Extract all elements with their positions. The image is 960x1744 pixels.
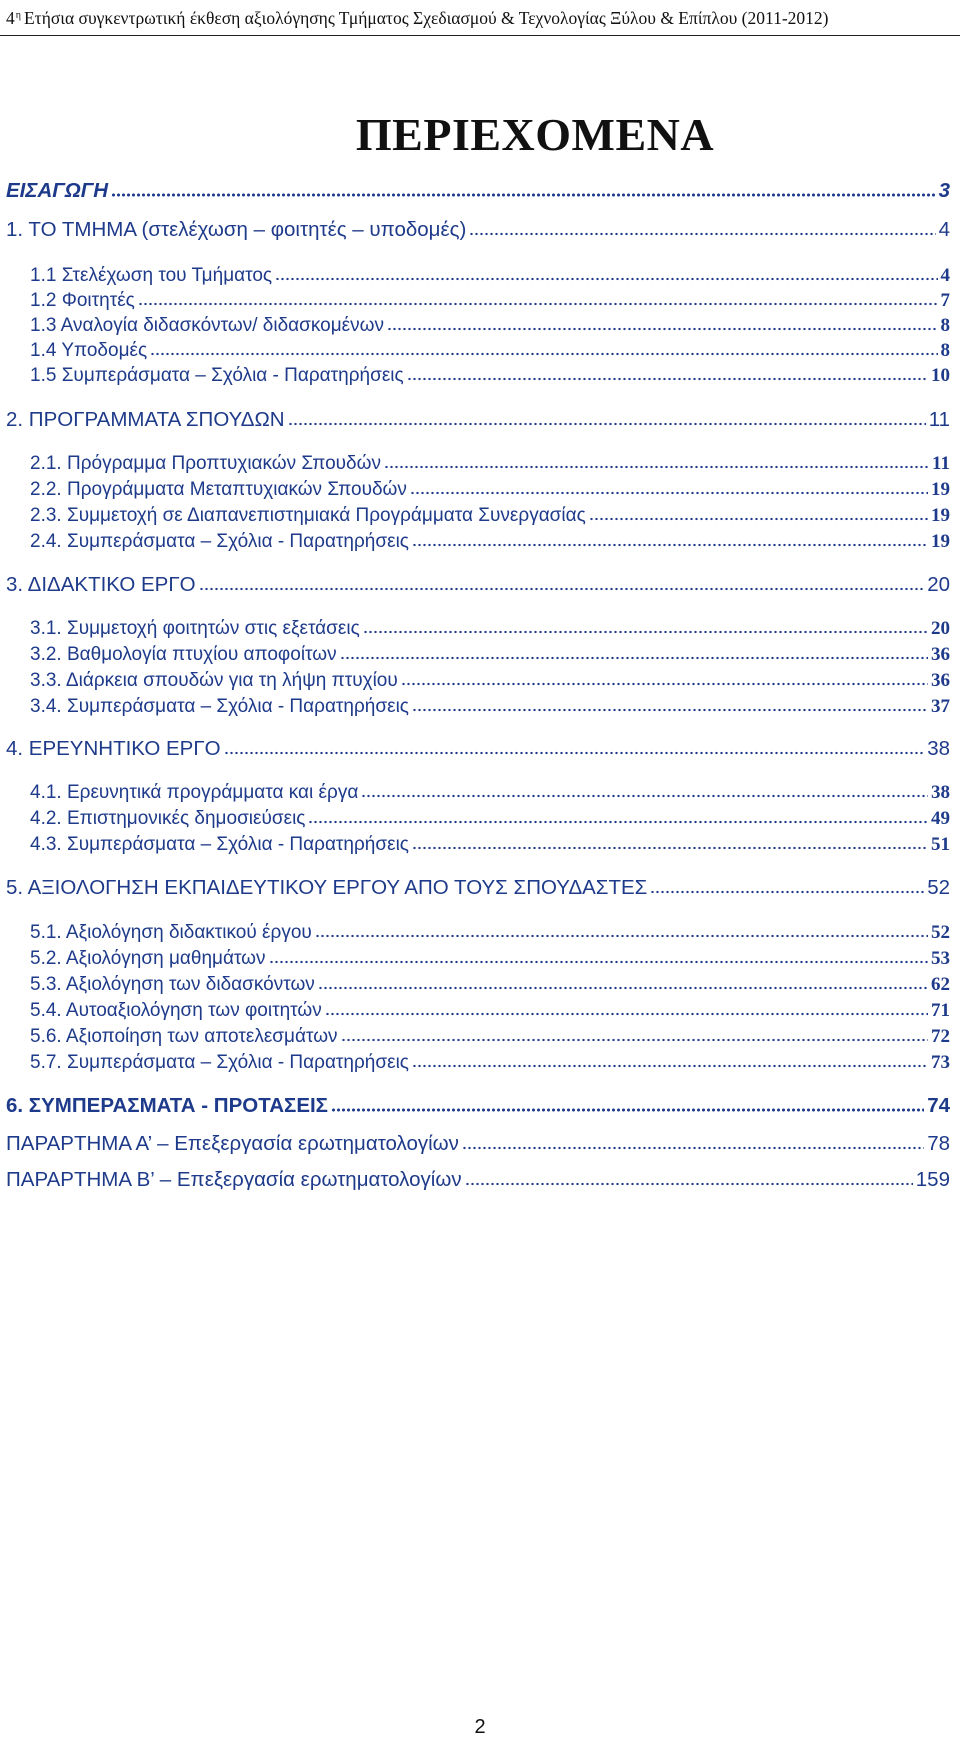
toc-entry-label <box>6 1131 459 1155</box>
toc-leader-dots <box>340 656 928 660</box>
toc-entry-label: 5.4. Αυτοαξιολόγηση των φοιτητών <box>30 1000 322 1021</box>
toc-entry-label: 2. ΠΡΟΓΡΑΜΜΑΤΑ ΣΠΟΥΔΩΝ <box>6 407 285 431</box>
toc-entry-page: 11 <box>928 407 950 431</box>
toc-entry-section-1-1[interactable] <box>30 259 950 285</box>
toc-entry-page: 10 <box>931 365 950 386</box>
toc-entry-label: 2.4. Συμπεράσματα – Σχόλια - Παρατηρήσεις <box>30 531 409 552</box>
toc-leader-dots <box>387 327 938 331</box>
toc-entry-section-2-4[interactable] <box>30 525 950 551</box>
page-number: 2 <box>474 1716 486 1738</box>
toc-entry-label: 4.2. Επιστημονικές δημοσιεύσεις <box>30 808 306 829</box>
toc-entry-section-6[interactable] <box>6 1090 950 1116</box>
toc-leader-dots <box>138 302 938 306</box>
toc-entry-page: 19 <box>931 479 950 500</box>
toc-entry-label: 4. ΕΡΕΥΝΗΤΙΚΟ ΕΡΓΟ <box>6 736 221 760</box>
toc-entry-page: 4 <box>940 265 950 286</box>
toc-entry-appendix-a[interactable] <box>6 1128 950 1154</box>
toc-leader-dots <box>412 708 928 712</box>
toc-entry-label: 2.1. Πρόγραμμα Προπτυχιακών Σπουδών <box>30 453 381 474</box>
toc-leader-dots <box>465 1182 913 1186</box>
toc-entry-section-3-1[interactable] <box>30 612 950 638</box>
header-edition-suffix: η <box>15 10 21 21</box>
toc-entry-section-5[interactable] <box>6 872 950 898</box>
toc-leader-dots <box>331 1108 924 1112</box>
toc-leader-dots <box>384 465 929 469</box>
toc-entry-introduction[interactable] <box>6 175 950 201</box>
toc-leader-dots <box>407 377 928 381</box>
toc-entry-page: 38 <box>931 782 950 803</box>
toc-leader-dots <box>412 543 928 547</box>
toc-entry-label: 5. ΑΞΙΟΛΟΓΗΣΗ ΕΚΠΑΙΔΕΥΤΙΚΟΥ ΕΡΓΟΥ ΑΠΟ ΤΟΥΣ ΣΠΟΥΔΑΣΤΕΣ <box>6 875 648 899</box>
toc-leader-dots <box>308 820 928 824</box>
toc-entry-label: 2.3. Συμμετοχή σε Διαπανεπιστημιακά Προγράμματα Συνεργασίας <box>30 505 586 526</box>
toc-leader-dots <box>315 934 928 938</box>
toc-entry-page: 8 <box>940 340 950 361</box>
toc-entry-page: 73 <box>931 1052 950 1073</box>
toc-entry-section-4-3[interactable] <box>30 828 950 854</box>
toc-entry-page: 36 <box>931 644 950 665</box>
toc-entry-page: 38 <box>927 736 950 760</box>
toc-leader-dots <box>269 960 928 964</box>
toc-entry-label: 4.1. Ερευνητικά προγράμματα και έργα <box>30 782 359 803</box>
toc-leader-dots <box>318 986 928 990</box>
toc-entry-section-4-2[interactable] <box>30 802 950 828</box>
toc-entry-page: 74 <box>927 1093 950 1117</box>
toc-entry-section-2-1[interactable] <box>30 447 950 473</box>
toc-entry-label: 3. ΔΙΔΑΚΤΙΚΟ ΕΡΓΟ <box>6 572 196 596</box>
toc-entry-page: 37 <box>931 696 950 717</box>
table-of-contents <box>6 0 950 1500</box>
toc-entry-section-1-3[interactable] <box>30 309 950 335</box>
toc-leader-dots <box>224 751 925 755</box>
toc-entry-label: 1.3 Αναλογία διδασκόντων/ διδασκομένων <box>30 315 384 336</box>
page-title: ΠΕΡΙΕΧΟΜΕΝΑ <box>355 109 715 160</box>
toc-entry-section-3-4[interactable] <box>30 690 950 716</box>
toc-entry-label: 1. ΤΟ ΤΜΗΜΑ (στελέχωση – φοιτητές – υποδομές) <box>6 217 467 241</box>
toc-leader-dots <box>288 422 926 426</box>
toc-entry-appendix-b[interactable] <box>6 1164 950 1190</box>
appendix-b-subtitle: – Επεξεργασία ερωτηματολογίων <box>154 1167 462 1191</box>
toc-leader-dots <box>650 890 924 894</box>
toc-leader-dots <box>363 630 928 634</box>
toc-entry-page: 52 <box>931 922 950 943</box>
toc-entry-label: 5.6. Αξιοποίηση των αποτελεσμάτων <box>30 1026 338 1047</box>
appendix-a-title: ΠΑΡΑΡΤΗΜΑ Α’ <box>6 1131 152 1155</box>
toc-entry-section-3[interactable] <box>6 569 950 595</box>
toc-entry-page: 4 <box>938 217 950 241</box>
toc-leader-dots <box>410 491 928 495</box>
toc-entry-section-4[interactable] <box>6 733 950 759</box>
toc-entry-page: 51 <box>931 834 950 855</box>
toc-entry-page: 62 <box>931 974 950 995</box>
toc-entry-page: 71 <box>931 1000 950 1021</box>
toc-entry-page: 53 <box>931 948 950 969</box>
toc-leader-dots <box>325 1012 928 1016</box>
toc-entry-label: 3.1. Συμμετοχή φοιτητών στις εξετάσεις <box>30 618 360 639</box>
toc-entry-page: 8 <box>940 315 950 336</box>
toc-leader-dots <box>589 517 928 521</box>
toc-entry-label <box>6 1167 462 1191</box>
toc-entry-page: 19 <box>931 505 950 526</box>
toc-entry-page: 159 <box>915 1167 950 1191</box>
toc-entry-label: ΕΙΣΑΓΩΓΗ <box>6 178 109 202</box>
toc-entry-section-1[interactable] <box>6 214 950 240</box>
toc-leader-dots <box>462 1146 924 1150</box>
toc-leader-dots <box>361 794 928 798</box>
toc-entry-page: 19 <box>931 531 950 552</box>
toc-leader-dots <box>150 352 937 356</box>
toc-entry-section-5-7[interactable] <box>30 1046 950 1072</box>
toc-leader-dots <box>469 232 935 236</box>
appendix-b-title: ΠΑΡΑΡΤΗΜΑ Β’ <box>6 1167 155 1191</box>
appendix-a-subtitle: – Επεξεργασία ερωτηματολογίων <box>151 1131 459 1155</box>
toc-entry-page: 49 <box>931 808 950 829</box>
toc-entry-page: 11 <box>932 453 950 474</box>
toc-leader-dots <box>401 682 928 686</box>
toc-entry-label: 5.2. Αξιολόγηση μαθημάτων <box>30 948 266 969</box>
toc-entry-label: 1.1 Στελέχωση του Τμήματος <box>30 265 273 286</box>
toc-leader-dots <box>412 846 928 850</box>
toc-entry-section-3-2[interactable] <box>30 638 950 664</box>
toc-entry-label: 3.2. Βαθμολογία πτυχίου αποφοίτων <box>30 644 337 665</box>
toc-entry-section-2-3[interactable] <box>30 499 950 525</box>
toc-entry-page: 20 <box>927 572 950 596</box>
toc-entry-page: 3 <box>938 178 950 202</box>
header-edition-number: 4 <box>6 8 15 28</box>
toc-leader-dots <box>341 1038 928 1042</box>
toc-entry-page: 72 <box>931 1026 950 1047</box>
toc-entry-page: 20 <box>931 618 950 639</box>
toc-leader-dots <box>111 193 936 197</box>
toc-entry-page: 36 <box>931 670 950 691</box>
toc-entry-section-2-2[interactable] <box>30 473 950 499</box>
toc-entry-page: 78 <box>927 1131 950 1155</box>
toc-entry-label: 1.5 Συμπεράσματα – Σχόλια - Παρατηρήσεις <box>30 365 404 386</box>
toc-entry-page: 7 <box>940 290 950 311</box>
toc-entry-section-1-4[interactable] <box>30 334 950 360</box>
toc-entry-label: 3.4. Συμπεράσματα – Σχόλια - Παρατηρήσεις <box>30 696 409 717</box>
toc-entry-label: 3.3. Διάρκεια σπουδών για τη λήψη πτυχίου <box>30 670 398 691</box>
toc-entry-section-5-6[interactable] <box>30 1020 950 1046</box>
toc-entry-section-5-1[interactable] <box>30 916 950 942</box>
toc-entry-section-1-5[interactable] <box>30 359 950 385</box>
toc-leader-dots <box>199 587 925 591</box>
toc-entry-label: 5.3. Αξιολόγηση των διδασκόντων <box>30 974 315 995</box>
toc-entry-label: 4.3. Συμπεράσματα – Σχόλια - Παρατηρήσεις <box>30 834 409 855</box>
toc-leader-dots <box>412 1064 928 1068</box>
toc-entry-section-4-1[interactable] <box>30 776 950 802</box>
toc-entry-section-2[interactable] <box>6 404 950 430</box>
header-title: Ετήσια συγκεντρωτική έκθεση αξιολόγησης Τμήματος Σχεδιασμού & Τεχνολογίας Ξύλου & Επίπλου (2011-2012) <box>23 8 829 28</box>
toc-leader-dots <box>275 277 937 281</box>
toc-entry-section-3-3[interactable] <box>30 664 950 690</box>
toc-entry-section-1-2[interactable] <box>30 284 950 310</box>
toc-entry-label: 6. ΣΥΜΠΕΡΑΣΜΑΤΑ - ΠΡΟΤΑΣΕΙΣ <box>6 1093 328 1117</box>
toc-entry-label: 1.2 Φοιτητές <box>30 290 135 311</box>
toc-entry-label: 2.2. Προγράμματα Μεταπτυχιακών Σπουδών <box>30 479 407 500</box>
toc-entry-label: 5.1. Αξιολόγηση διδακτικού έργου <box>30 922 312 943</box>
toc-entry-page: 52 <box>927 875 950 899</box>
toc-entry-section-5-3[interactable] <box>30 968 950 994</box>
toc-entry-section-5-2[interactable] <box>30 942 950 968</box>
toc-entry-section-5-4[interactable] <box>30 994 950 1020</box>
toc-entry-label: 5.7. Συμπεράσματα – Σχόλια - Παρατηρήσεις <box>30 1052 409 1073</box>
toc-entry-label: 1.4 Υποδομές <box>30 340 148 361</box>
